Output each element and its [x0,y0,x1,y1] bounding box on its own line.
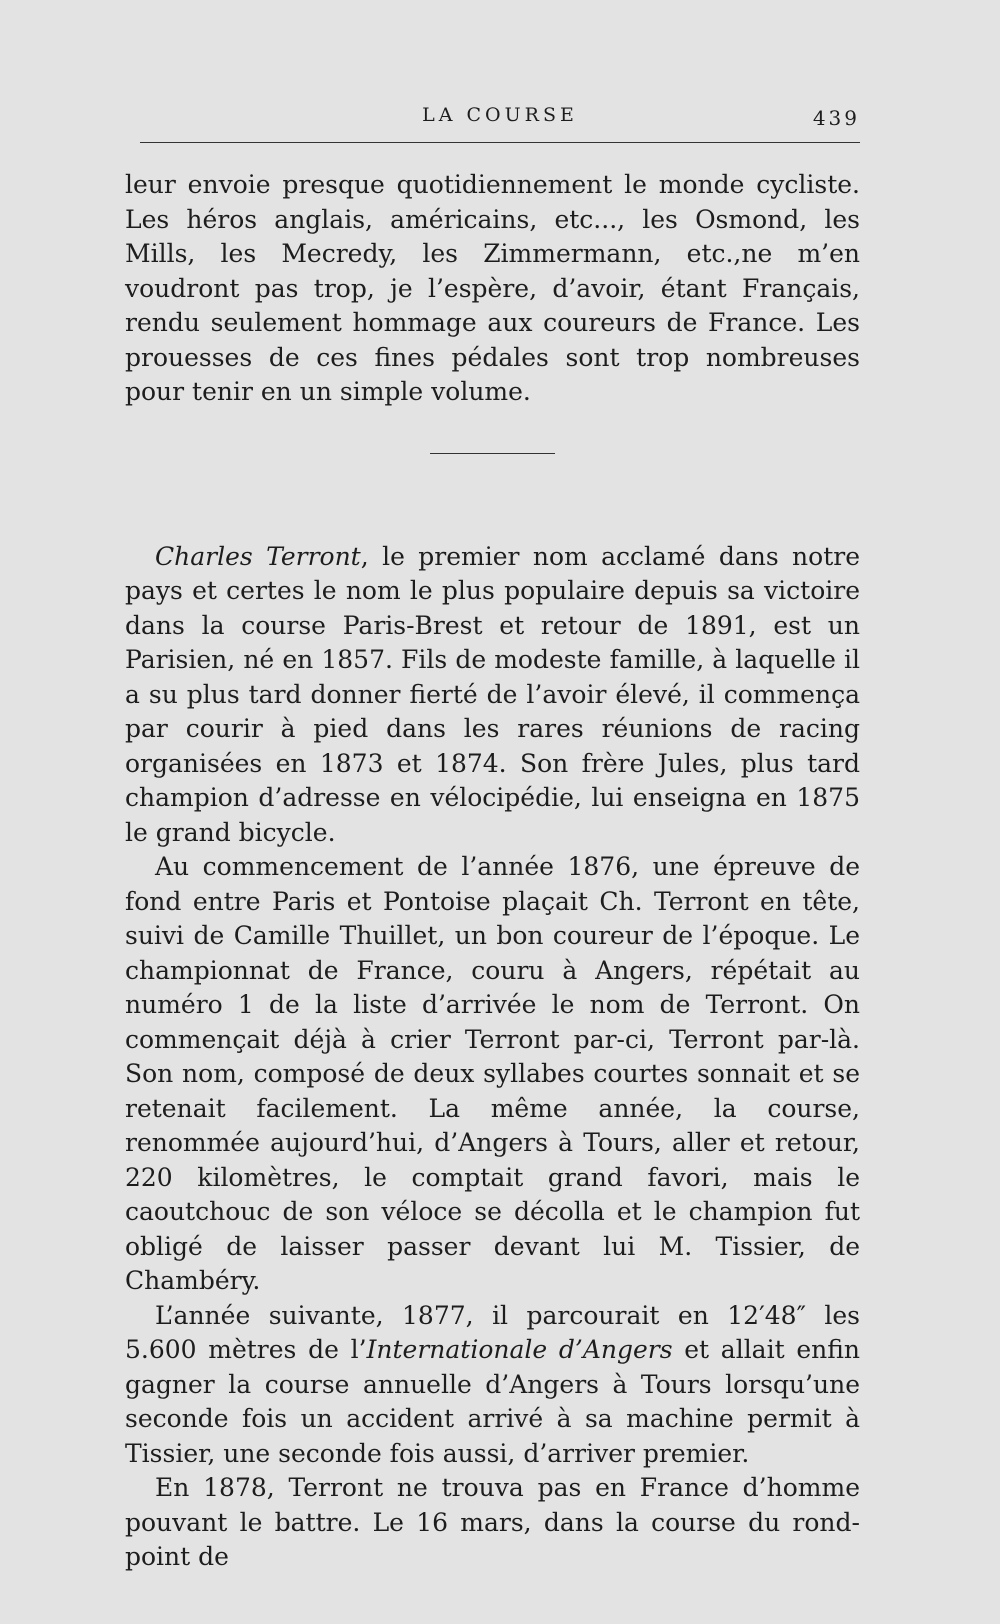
paragraph-4 [125,1299,860,1472]
paragraph-5: En 1878, Terront ne trouva pas en France d’homme pouvant le battre. Le 16 mars, dans la course du rond-point de [125,1473,860,1571]
paragraph-3: Au commencement de l’année 1876, une épreuve de fond entre Paris et Pontoise plaçait Ch. Terront en tête, suivi de Camille Thuillet, un bon coureur de l’époque. Le championnat de France, couru à Angers, répétait au numéro 1 de la liste d’arrivée le nom de Terront. On commençait déjà à crier Terront par-ci, Terront par-là. Son nom, composé de deux syllabes courtes sonnait et se retenait facilement. La même année, la course, renommée aujourd’hui, d’Angers à Tours, aller et retour, 220 kilomètres, le comptait grand favori, mais le caoutchouc de son véloce se décolla et le champion fut obligé de laisser passer devant lui M. Tissier, de Chambéry. [125,852,860,1295]
section-separator [430,453,555,454]
italic-title: Internationale d’Angers [366,1335,673,1364]
paragraph-2 [125,540,860,851]
running-title: LA COURSE [422,104,578,126]
paragraph-1: leur envoie presque quotidiennement le monde cycliste. Les héros anglais, américains, etc..., les Osmond, les Mills, les Mecredy, les Zimmermann, etc.,ne m’en voudront pas trop, je l’espère, d’avoir, étant Français, rendu seulement hommage aux coureurs de France. Les prouesses de ces fines pédales sont trop nombreuses pour tenir en un simple volume. [125,170,860,406]
header-rule [140,142,860,143]
page-header [140,104,860,134]
italic-name: Charles Terront [155,541,361,571]
paragraph-4-text-b: et allait enfin gagner la course annuelle d’Angers à Tours lorsqu’une seconde fois un accident arrivé à sa machine permit à Tissier, une seconde fois aussi, d’arriver premier. [125,1335,860,1468]
body-text [125,168,860,1575]
paragraph-2-text: , le premier nom acclamé dans notre pays et certes le nom le plus populaire depuis sa victoire dans la course Paris-Brest et retour de 1891, est un Parisien, né en 1857. Fils de modeste famille, à laquelle il a su plus tard donner fierté de l’avoir élevé, il commença par courir à pied dans les rares réunions de racing organisées en 1873 et 1874. Son frère Jules, plus tard champion d’adresse en vélocipédie, lui enseigna en 1875 le grand bicycle. [125,541,860,847]
paragraph-4-text-a: L’année suivante, 1877, il parcourait en 12′48″ les 5.600 mètres de l’ [125,1300,860,1364]
page-number: 439 [812,106,860,130]
